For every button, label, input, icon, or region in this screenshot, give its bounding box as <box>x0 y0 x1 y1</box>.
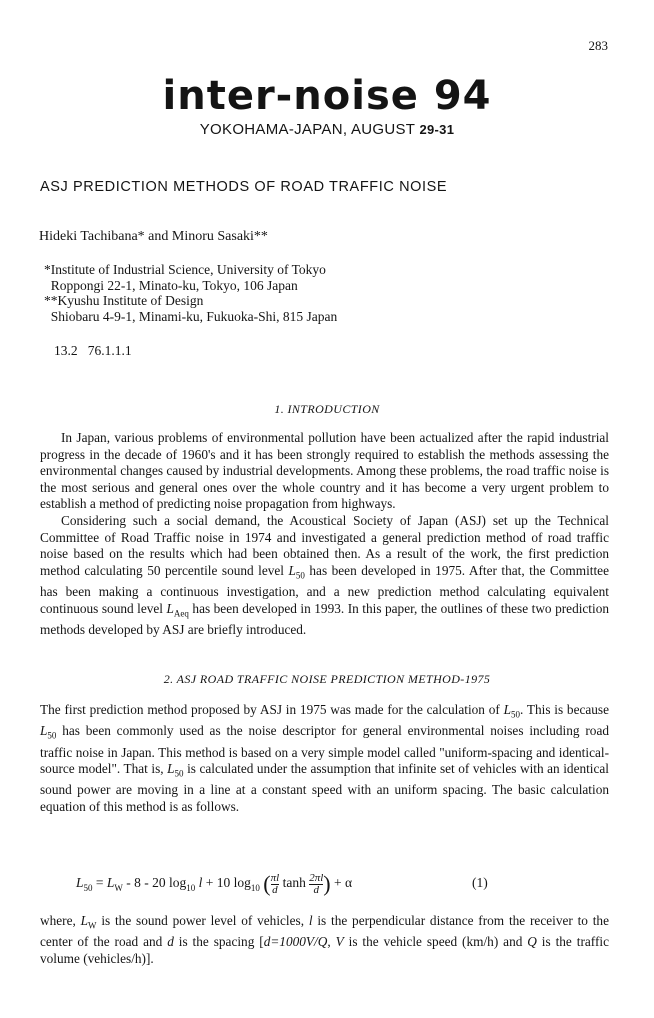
math-symbol: L <box>503 702 511 717</box>
text-run: has been developed in 1993. In this paper, the outlines of these two prediction methods developed by ASJ are briefly introduced. <box>40 600 609 637</box>
affiliations <box>44 262 337 324</box>
eq-term: + 10 log <box>202 875 251 891</box>
eq-tanh: tanh <box>282 875 306 891</box>
math-symbol: L <box>288 562 296 578</box>
eq-alpha-term: + α <box>333 875 353 891</box>
eq-lw-sub: W <box>114 882 123 893</box>
section-heading-method-1975: 2. ASJ ROAD TRAFFIC NOISE PREDICTION METHOD-1975 <box>163 672 491 686</box>
eq-paren-open: ( <box>263 871 271 896</box>
section-heading-introduction: 1. INTRODUCTION <box>274 402 380 416</box>
text-run: is the traffic volume (vehicles/h)]. <box>40 934 609 966</box>
text-run: is the perpendicular distance from the receiver to the center of the road and <box>40 913 609 950</box>
math-subscript: W <box>88 920 97 931</box>
math-subscript: 50 <box>174 768 184 779</box>
eq-fraction-1 <box>271 873 280 896</box>
text-run: The first prediction method proposed by ASJ in 1975 was made for the calculation of <box>40 702 504 717</box>
conference-subtitle <box>0 121 654 138</box>
eq-denominator: d <box>313 883 319 896</box>
conference-location: YOKOHAMA-JAPAN, AUGUST <box>199 121 416 138</box>
eq-fraction-2 <box>309 873 323 896</box>
text-run: is the vehicle speed (km/h) and <box>343 934 528 950</box>
paper-authors: Hideki Tachibana* and Minoru Sasaki** <box>39 229 268 244</box>
conference-logo: inter-noise 94 <box>162 73 492 119</box>
classification-codes: 13.2 76.1.1.1 <box>54 343 132 358</box>
text-run: is the sound power level of vehicles, <box>96 913 309 928</box>
math-symbol: L <box>166 600 174 616</box>
eq-lw: L <box>106 875 115 891</box>
text-run: . This is because <box>520 702 610 717</box>
equation-1 <box>76 871 616 897</box>
text-run: is calculated under the assumption that infinite set of vehicles with an identical sound power are moving in a line at a constant speed with an uniform spacing. The basic calculation equation of this method is as follows. <box>40 761 610 814</box>
where-paragraph <box>40 913 609 967</box>
text-run: where, <box>40 913 81 928</box>
math-symbol: L <box>167 761 175 777</box>
text-run: has been commonly used as the noise descriptor for general environmental noises including road traffic noise in Japan. This method is based on a very simple model called "uniform-spacing and identical-source model". That is, <box>40 723 609 777</box>
affiliation-line: Roppongi 22-1, Minato-ku, Tokyo, 106 Japan <box>44 277 298 293</box>
introduction-body <box>40 430 609 638</box>
eq-paren-close: ) <box>323 871 331 896</box>
math-symbol: Q <box>527 934 537 950</box>
eq-numerator: πl <box>270 871 280 884</box>
paragraph: In Japan, various problems of environmental pollution have been actualized after the rapid industrial progress in the decade of 1960's and it has been strongly required to establish the methods assessing the environmental changes caused by industrial developments. Among these problems, the road traffic noise is the most serious and general ones over the whole country and it has become a very urgent problem to establish a method of predicting noise propagation from highways. <box>40 430 609 512</box>
paragraph <box>40 913 609 967</box>
math-symbol: L <box>80 913 89 928</box>
math-formula: d=1000V/Q <box>263 934 328 950</box>
paragraph <box>40 513 609 638</box>
math-subscript: 50 <box>47 730 57 741</box>
math-symbol: d <box>167 934 174 950</box>
math-subscript: Aeq <box>173 608 189 619</box>
math-symbol: L <box>40 723 48 739</box>
conference-dates: 29-31 <box>419 122 455 137</box>
affiliation-line: Shiobaru 4-9-1, Minami-ku, Fukuoka-Shi, 815 Japan <box>44 308 338 324</box>
eq-lhs-sub: 50 <box>83 882 93 893</box>
eq-numerator: 2πl <box>309 871 324 884</box>
text-run: Considering such a social demand, the Acoustical Society of Japan (ASJ) set up the Technical Committee of Road Traffic noise in 1974 and investigated a general prediction method of road traffic noise based on the results which had been obtained then. As a result of the work, the first prediction method calculating 50 percentile sound level <box>40 512 609 578</box>
eq-log-base: 10 <box>186 882 196 893</box>
eq-denominator: d <box>272 883 278 896</box>
paper-title: ASJ PREDICTION METHODS OF ROAD TRAFFIC NOISE <box>40 179 448 195</box>
eq-sign: = <box>92 875 107 891</box>
affiliation-line: *Institute of Industrial Science, University of Tokyo <box>44 262 326 277</box>
paragraph <box>40 702 609 816</box>
eq-l: l <box>195 875 203 891</box>
math-symbol: V <box>335 934 344 950</box>
math-symbol: l <box>308 913 313 928</box>
page-number: 283 <box>588 38 608 53</box>
affiliation-line: **Kyushu Institute of Design <box>44 293 204 308</box>
method-1975-body <box>40 702 609 816</box>
math-subscript: 50 <box>511 709 520 720</box>
math-subscript: 50 <box>295 570 305 581</box>
text-run: has been developed in 1975. After that, the Committee has been making a continuous investigation, and a new prediction method calculating equivalent continuous sound level <box>40 562 609 616</box>
eq-term: - 8 - 20 log <box>122 875 187 891</box>
equation-number: (1) <box>472 875 488 890</box>
eq-lhs: L <box>76 875 84 891</box>
text-run: , <box>327 934 336 950</box>
eq-log-base: 10 <box>250 882 260 893</box>
text-run: is the spacing [ <box>173 934 264 950</box>
